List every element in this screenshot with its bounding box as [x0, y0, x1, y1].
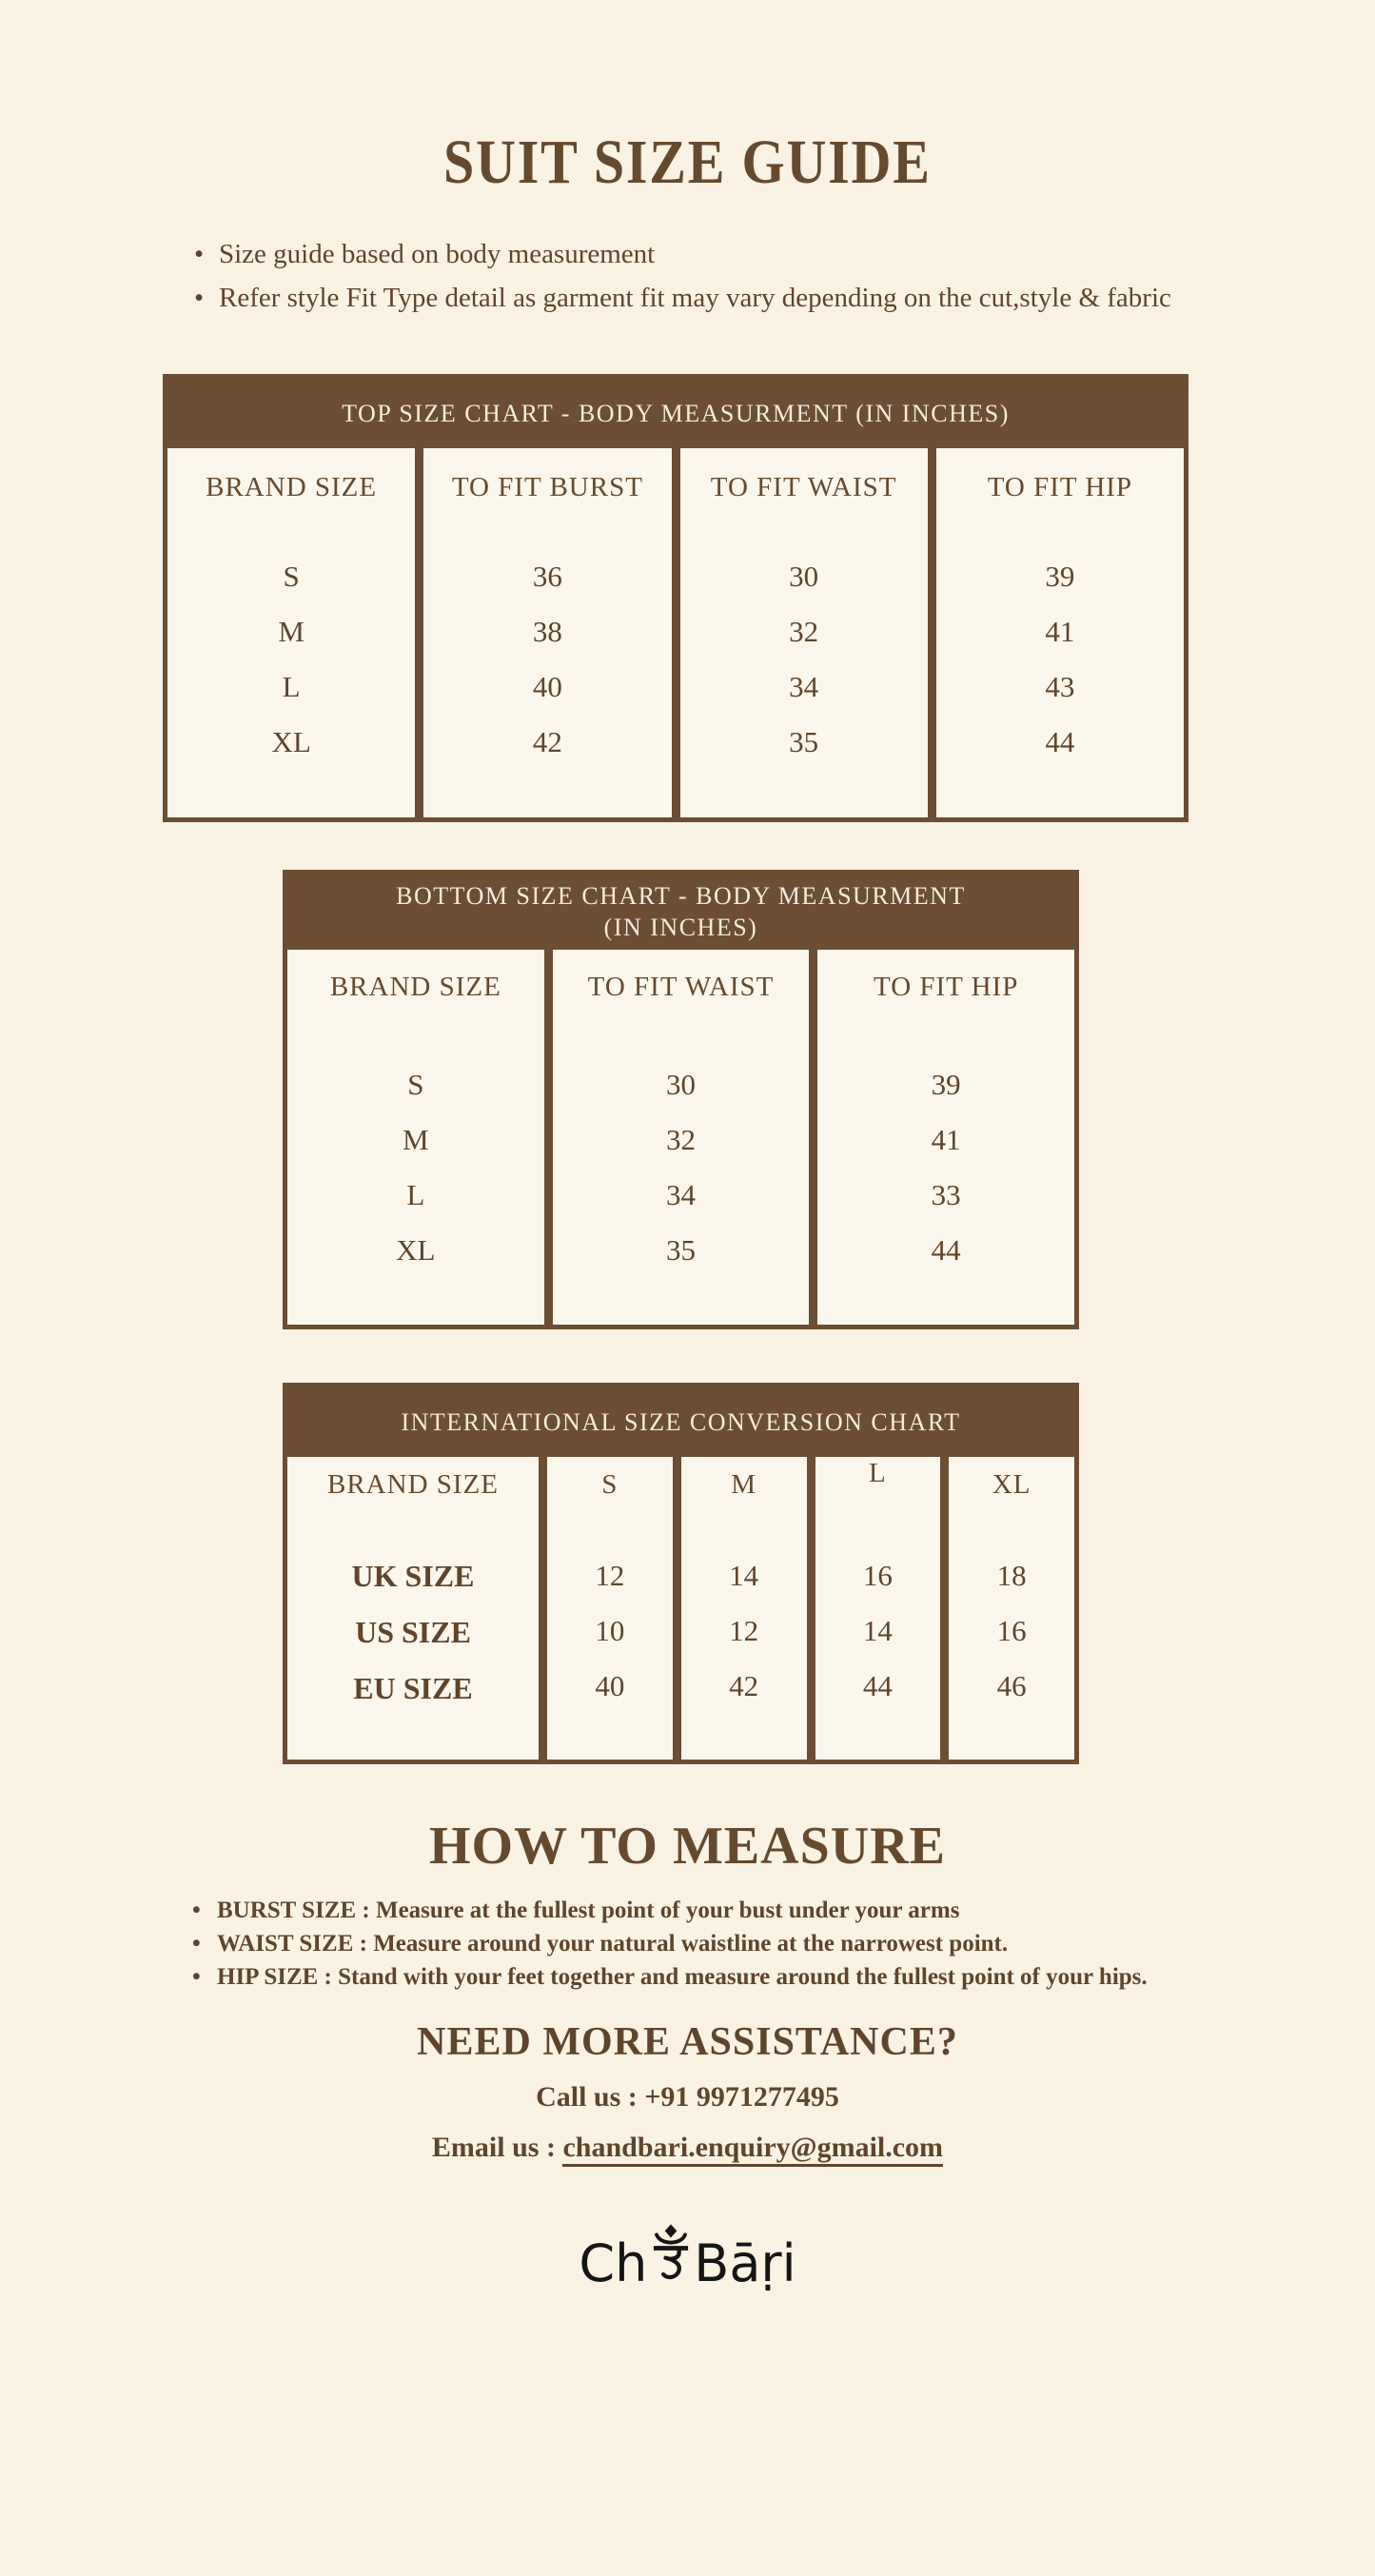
intro-bullet: • Refer style Fit Type detail as garment fit may vary depending on the cut,style & fabric	[192, 276, 1248, 320]
intro-bullet-list	[192, 232, 1248, 321]
measure-bullet-burst: • BURST SIZE : Measure at the fullest point of your bust under your arms	[190, 1894, 1275, 1927]
table-cell: 14	[729, 1558, 759, 1592]
table-cell: 32	[789, 614, 819, 648]
column-size-xl	[940, 1457, 1074, 1760]
table-cell: XL	[396, 1232, 436, 1267]
column-header: TO FIT HIP	[874, 971, 1019, 1002]
table-cell: 41	[931, 1122, 961, 1156]
need-assistance-title: NEED MORE ASSISTANCE?	[417, 2019, 958, 2064]
table-cell: 33	[931, 1177, 961, 1211]
column-header: S	[601, 1468, 619, 1500]
table-cell: 44	[862, 1668, 893, 1702]
column-header: XL	[992, 1468, 1031, 1500]
top-size-chart-body	[167, 448, 1184, 817]
phone-number: +91 9971277495	[644, 2080, 839, 2113]
table-cell: M	[403, 1122, 429, 1156]
how-to-measure-list	[190, 1894, 1275, 1994]
table-cell: XL	[271, 724, 311, 758]
row-label: UK SIZE	[351, 1558, 475, 1593]
email-line	[0, 2132, 1375, 2163]
measure-bullet-hip: • HIP SIZE : Stand with your feet together and measure around the fullest point of your hips.	[190, 1960, 1275, 1994]
table-cell: 10	[595, 1613, 625, 1647]
call-line	[0, 2081, 1375, 2113]
page-title	[0, 128, 1375, 197]
table-cell: L	[406, 1177, 425, 1211]
international-size-chart-body	[287, 1457, 1074, 1760]
table-cell: 46	[996, 1668, 1027, 1702]
intro-bullet: • Size guide based on body measurement	[192, 232, 1248, 276]
table-cell: 43	[1045, 669, 1075, 703]
column-to-fit-burst	[415, 448, 671, 817]
table-cell: 18	[996, 1558, 1027, 1592]
how-to-measure-title: HOW TO MEASURE	[428, 1816, 947, 1876]
column-to-fit-waist	[672, 448, 928, 817]
column-header: BRAND SIZE	[329, 971, 501, 1002]
column-size-s	[539, 1457, 673, 1760]
table-cell: 36	[532, 559, 562, 593]
bottom-size-chart-title-line1: BOTTOM SIZE CHART - BODY MEASURMENT	[396, 881, 966, 910]
column-brand-size	[287, 950, 544, 1325]
bottom-size-chart	[283, 870, 1079, 1329]
row-label: EU SIZE	[353, 1670, 473, 1705]
table-cell: 34	[789, 669, 819, 703]
table-cell: 42	[532, 724, 562, 758]
table-cell: 44	[931, 1232, 961, 1267]
international-size-chart-title: INTERNATIONAL SIZE CONVERSION CHART	[287, 1387, 1074, 1457]
table-cell: 12	[595, 1558, 625, 1592]
column-header: TO FIT WAIST	[587, 971, 775, 1002]
chandbari-logo	[0, 2222, 1375, 2293]
table-cell: 41	[1045, 614, 1075, 648]
column-header: TO FIT BURST	[451, 471, 643, 502]
row-label: US SIZE	[355, 1614, 471, 1649]
devanagari-da-chandrabindu-icon	[650, 2222, 692, 2285]
table-cell: 39	[931, 1067, 961, 1101]
column-header: TO FIT WAIST	[710, 471, 897, 502]
table-cell: S	[407, 1067, 424, 1101]
table-cell: 32	[666, 1122, 696, 1156]
bottom-size-chart-title	[287, 875, 1074, 950]
column-header: L	[869, 1457, 887, 1488]
column-brand-size	[287, 1457, 539, 1760]
column-size-l	[807, 1457, 941, 1760]
table-cell: 39	[1045, 559, 1075, 593]
table-cell: L	[282, 669, 301, 703]
bottom-size-chart-body	[287, 950, 1074, 1325]
column-to-fit-hip	[809, 950, 1074, 1325]
column-header: TO FIT HIP	[987, 471, 1133, 502]
table-cell: 16	[862, 1558, 893, 1592]
top-size-chart	[163, 374, 1188, 822]
column-header: M	[731, 1468, 757, 1500]
column-header: BRAND SIZE	[327, 1468, 499, 1500]
column-header: BRAND SIZE	[206, 471, 378, 502]
table-cell: 40	[595, 1668, 625, 1702]
table-cell: 35	[666, 1232, 696, 1267]
table-cell: 16	[996, 1613, 1027, 1647]
logo-text-bari: Bāṛi	[694, 2232, 796, 2293]
table-cell: 42	[729, 1668, 759, 1702]
top-size-chart-title: TOP SIZE CHART - BODY MEASURMENT (IN INCHES)	[167, 379, 1184, 448]
table-cell: 12	[729, 1613, 759, 1647]
measure-bullet-waist: • WAIST SIZE : Measure around your natural waistline at the narrowest point.	[190, 1927, 1275, 1960]
table-cell: 38	[532, 614, 562, 648]
logo-text-ch: Ch	[579, 2232, 648, 2293]
table-cell: 30	[789, 559, 819, 593]
table-cell: 14	[862, 1613, 893, 1647]
table-cell: 35	[789, 724, 819, 758]
column-size-m	[673, 1457, 807, 1760]
international-size-chart	[283, 1383, 1079, 1764]
table-cell: 30	[666, 1067, 696, 1101]
column-to-fit-hip	[928, 448, 1184, 817]
bottom-size-chart-title-line2: (IN INCHES)	[603, 914, 758, 942]
table-cell: M	[278, 614, 304, 648]
call-label: Call us :	[536, 2080, 645, 2113]
email-label: Email us :	[431, 2131, 563, 2163]
table-cell: 34	[666, 1177, 696, 1211]
page-title-text: SUIT SIZE GUIDE	[443, 128, 932, 197]
column-to-fit-waist	[544, 950, 810, 1325]
email-link[interactable]: chandbari.enquiry@gmail.com	[562, 2132, 943, 2167]
column-brand-size	[167, 448, 415, 817]
table-cell: S	[283, 559, 300, 593]
table-cell: 44	[1045, 724, 1075, 758]
table-cell: 40	[532, 669, 562, 703]
